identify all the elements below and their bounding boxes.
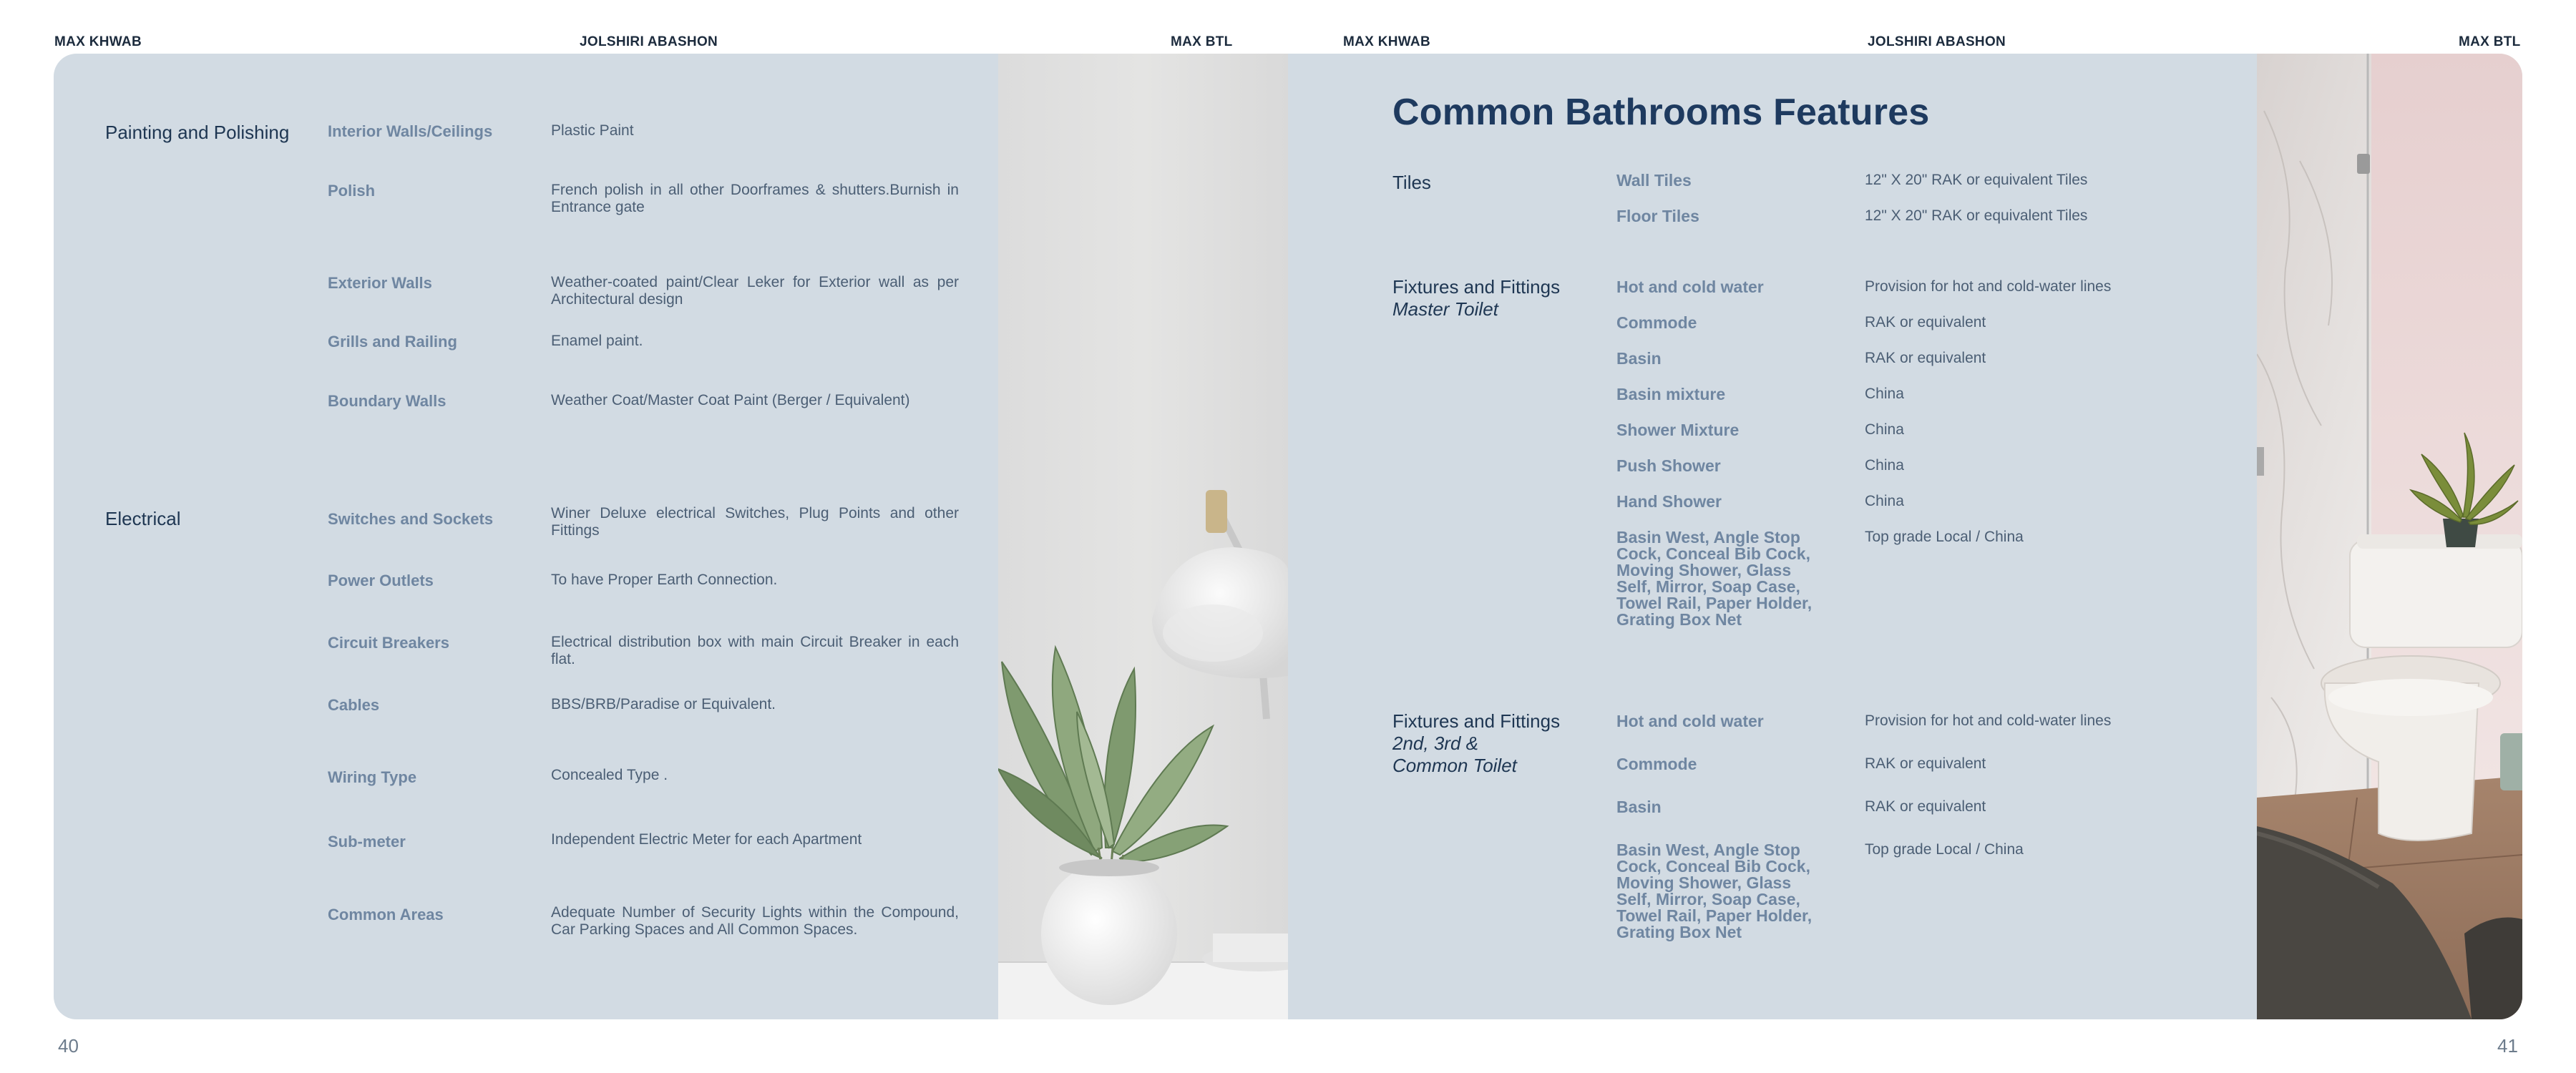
- spec-label-master-commode: Commode: [1616, 313, 1697, 332]
- spec-label-wall-tiles: Wall Tiles: [1616, 171, 1692, 190]
- spec-value-switches: Winer Deluxe electrical Switches, Plug Points and other Fittings: [551, 505, 959, 539]
- spec-label-polish: Polish: [328, 182, 376, 200]
- spec-value-common-hot-cold: Provision for hot and cold-water lines: [1865, 712, 2112, 729]
- header-btl-right: MAX BTL: [2459, 34, 2521, 49]
- spec-label-floor-tiles: Floor Tiles: [1616, 207, 1699, 225]
- spec-label-master-accessories: Basin West, Angle Stop Cock, Conceal Bib Cock, Moving Shower, Glass Self, Mirror, Soap Case, Towel Rail, Paper Holder, Grating Box Net: [1616, 528, 1813, 629]
- section-title-fixtures-common: Fixtures and Fittings: [1392, 710, 1561, 732]
- spec-value-master-shower-mixture: China: [1865, 421, 1904, 438]
- spec-value-master-hand-shower: China: [1865, 493, 1904, 509]
- page-title: Common Bathrooms Features: [1392, 92, 1930, 133]
- section-subtitle-line2: Common Toilet: [1392, 755, 1517, 776]
- left-page-panel: [54, 54, 1288, 1019]
- section-subtitle-line1: 2nd, 3rd &: [1392, 733, 1478, 754]
- spec-value-common-areas: Adequate Number of Security Lights within the Compound, Car Parking Spaces and All Common Spaces.: [551, 904, 959, 939]
- spec-value-circuit-breakers: Electrical distribution box with main Circuit Breaker in each flat.: [551, 634, 959, 668]
- spec-label-common-hot-cold: Hot and cold water: [1616, 712, 1764, 730]
- spec-value-polish: French polish in all other Doorframes & shutters.Burnish in Entrance gate: [551, 182, 959, 216]
- spec-value-master-basin-mixture: China: [1865, 386, 1904, 402]
- spec-value-sub-meter: Independent Electric Meter for each Apartment: [551, 831, 862, 848]
- spec-label-common-commode: Commode: [1616, 755, 1697, 773]
- section-title-fixtures-master: Fixtures and Fittings: [1392, 276, 1561, 298]
- spec-value-common-basin: RAK or equivalent: [1865, 798, 1986, 815]
- section-title-electrical: Electrical: [105, 508, 181, 529]
- header-btl-left: MAX BTL: [1171, 34, 1233, 49]
- spec-value-interior-walls: Plastic Paint: [551, 122, 634, 139]
- page-number-right: 41: [2497, 1035, 2518, 1057]
- header-project-right: JOLSHIRI ABASHON: [1868, 34, 2006, 49]
- section-title-painting: Painting and Polishing: [105, 122, 290, 143]
- section-subtitle-master-toilet: Master Toilet: [1392, 298, 1498, 320]
- spec-label-common-areas: Common Areas: [328, 906, 444, 923]
- spec-value-common-accessories: Top grade Local / China: [1865, 841, 2024, 858]
- spec-label-grills: Grills and Railing: [328, 333, 457, 351]
- header-brand-left: MAX KHWAB: [54, 34, 142, 49]
- spec-label-wiring-type: Wiring Type: [328, 768, 417, 786]
- right-page-panel: [1288, 54, 2522, 1019]
- spec-label-master-basin: Basin: [1616, 349, 1662, 368]
- spec-label-sub-meter: Sub-meter: [328, 833, 406, 851]
- spec-value-power-outlets: To have Proper Earth Connection.: [551, 572, 778, 588]
- spec-value-cables: BBS/BRB/Paradise or Equivalent.: [551, 696, 776, 712]
- spec-label-cables: Cables: [328, 696, 380, 714]
- spec-label-circuit-breakers: Circuit Breakers: [328, 634, 449, 652]
- spec-value-master-basin: RAK or equivalent: [1865, 350, 1986, 366]
- spec-label-master-shower-mixture: Shower Mixture: [1616, 421, 1740, 439]
- header-project-left: JOLSHIRI ABASHON: [580, 34, 718, 49]
- spec-value-master-hot-cold: Provision for hot and cold-water lines: [1865, 278, 2112, 295]
- spec-value-common-commode: RAK or equivalent: [1865, 755, 1986, 772]
- spec-value-master-commode: RAK or equivalent: [1865, 314, 1986, 330]
- spec-value-floor-tiles: 12" X 20" RAK or equivalent Tiles: [1865, 207, 2088, 224]
- spec-label-master-hand-shower: Hand Shower: [1616, 492, 1722, 511]
- section-title-tiles: Tiles: [1392, 172, 1431, 193]
- spec-label-interior-walls: Interior Walls/Ceilings: [328, 122, 493, 140]
- spec-label-master-hot-cold: Hot and cold water: [1616, 278, 1764, 296]
- spec-value-master-push-shower: China: [1865, 457, 1904, 474]
- spec-value-boundary-walls: Weather Coat/Master Coat Paint (Berger / Equivalent): [551, 392, 910, 408]
- plant-lamp-photo: [998, 54, 1288, 1019]
- spec-value-exterior-walls: Weather-coated paint/Clear Leker for Exterior wall as per Architectural design: [551, 274, 959, 308]
- page-number-left: 40: [58, 1035, 79, 1057]
- spec-label-common-basin: Basin: [1616, 798, 1662, 816]
- spec-value-wall-tiles: 12" X 20" RAK or equivalent Tiles: [1865, 172, 2088, 188]
- header-brand-right: MAX KHWAB: [1343, 34, 1430, 49]
- spec-value-wiring-type: Concealed Type .: [551, 767, 668, 783]
- spec-label-power-outlets: Power Outlets: [328, 572, 434, 589]
- spec-label-switches: Switches and Sockets: [328, 510, 494, 528]
- spec-label-exterior-walls: Exterior Walls: [328, 274, 432, 292]
- spec-value-master-accessories: Top grade Local / China: [1865, 529, 2024, 545]
- spec-label-master-push-shower: Push Shower: [1616, 456, 1721, 475]
- spec-label-common-accessories: Basin West, Angle Stop Cock, Conceal Bib Cock, Moving Shower, Glass Self, Mirror, Soap Case, Towel Rail, Paper Holder, Grating Box Net: [1616, 841, 1813, 941]
- spec-label-boundary-walls: Boundary Walls: [328, 392, 447, 410]
- bathroom-photo: [2257, 54, 2522, 1019]
- spec-label-master-basin-mixture: Basin mixture: [1616, 385, 1726, 403]
- spec-value-grills: Enamel paint.: [551, 333, 643, 349]
